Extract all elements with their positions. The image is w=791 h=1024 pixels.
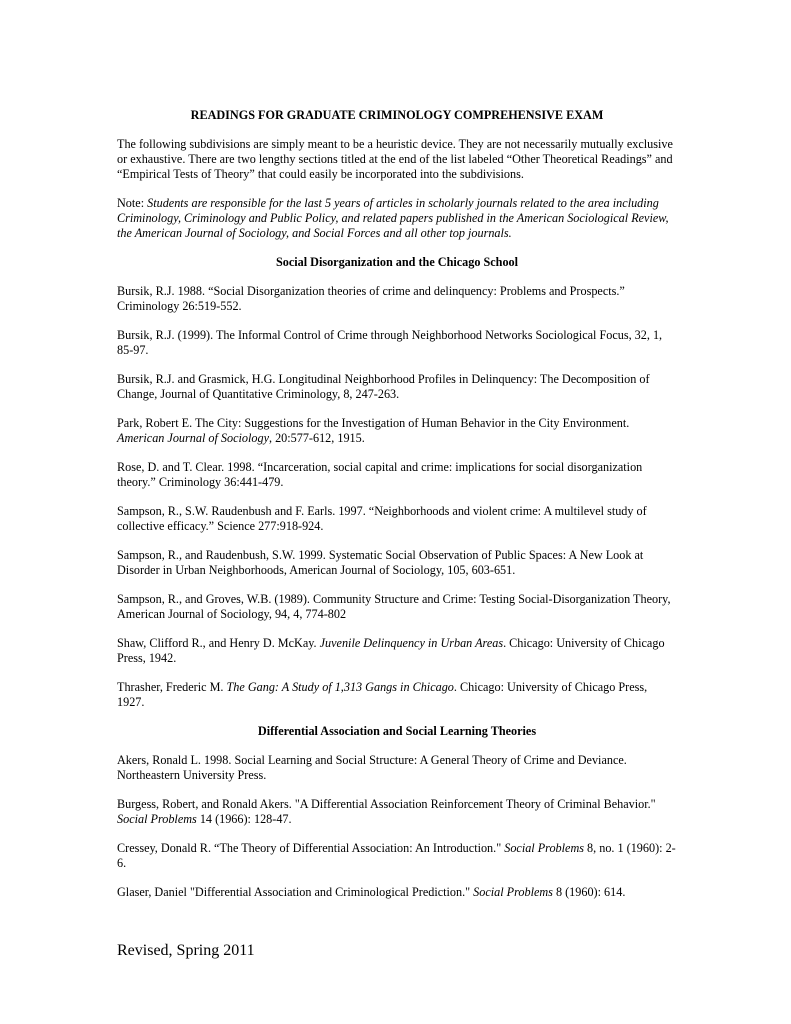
reference-text-tail: . Chicago: University of Chicago Press, 1927.: [117, 680, 648, 709]
note-label: Note:: [117, 196, 148, 210]
reference-text-tail: . Chicago: University of Chicago Press, 1942.: [117, 636, 665, 665]
reference-text: Bursik, R.J. 1988. “Social Disorganization theories of crime and delinquency: Problems and Prospects.” Criminology 26:519-552.: [117, 284, 625, 313]
reference-text-tail: 8 (1960): 614.: [552, 885, 626, 899]
reference-book-title: The Gang: A Study of 1,313 Gangs in Chicago: [226, 680, 454, 694]
section-heading-social-disorganization: Social Disorganization and the Chicago School: [275, 255, 519, 269]
reference-entry: [117, 636, 677, 666]
reference-text: Thrasher, Frederic M.: [117, 680, 227, 694]
reference-entry: [117, 328, 677, 358]
reference-entry: [117, 592, 677, 622]
note-paragraph: [117, 196, 677, 241]
reference-entry: [117, 797, 677, 827]
reference-text-tail: 14 (1966): 128-47.: [196, 812, 292, 826]
reference-text: Park, Robert E. The City: Suggestions for the Investigation of Human Behavior in the City Environment.: [117, 416, 630, 430]
reference-text: Akers, Ronald L. 1998. Social Learning and Social Structure: A General Theory of Crime and Deviance. Northeastern University Press.: [117, 753, 627, 782]
reference-text: Rose, D. and T. Clear. 1998. “Incarceration, social capital and crime: implications for social disorganization theory.” Criminology 36:441-479.: [117, 460, 643, 489]
reference-text: Shaw, Clifford R., and Henry D. McKay.: [117, 636, 320, 650]
note-body: Students are responsible for the last 5 years of articles in scholarly journals related to the area including Criminology, Criminology and Public Policy, and related papers published in the American Sociological Review, the American Journal of Sociology, and Social Forces and all other top journals.: [117, 196, 669, 240]
reference-entry: [117, 680, 677, 710]
reference-journal: Social Problems: [117, 812, 197, 826]
reference-entry: [117, 841, 677, 871]
revision-footer: Revised, Spring 2011: [117, 942, 255, 959]
reference-entry: [117, 753, 677, 783]
reference-entry: [117, 284, 677, 314]
reference-text-tail: 8, no. 1 (1960): 2-6.: [117, 841, 676, 870]
document-body: [117, 108, 677, 914]
reference-text: Glaser, Daniel "Differential Association and Criminological Prediction.": [117, 885, 474, 899]
reference-text: Sampson, R., and Groves, W.B. (1989). Community Structure and Crime: Testing Social-Disorganization Theory, American Journal of Sociology, 94, 4, 774-802: [117, 592, 671, 621]
reference-journal: Social Problems: [473, 885, 553, 899]
document-title: READINGS FOR GRADUATE CRIMINOLOGY COMPREHENSIVE EXAM: [190, 108, 604, 122]
reference-book-title: Juvenile Delinquency in Urban Areas: [319, 636, 504, 650]
reference-entry: [117, 885, 677, 900]
reference-entry: [117, 372, 677, 402]
reference-text-tail: , 20:577-612, 1915.: [268, 431, 365, 445]
reference-journal: Social Problems: [504, 841, 584, 855]
intro-paragraph: The following subdivisions are simply meant to be a heuristic device. They are not necessarily mutually exclusive or exhaustive. There are two lengthy sections titled at the end of the list labeled “Other Theoretical Readings” and “Empirical Tests of Theory” that could easily be incorporated into the subdivisions.: [117, 137, 673, 181]
reference-journal: American Journal of Sociology: [117, 431, 269, 445]
reference-text: Sampson, R., S.W. Raudenbush and F. Earls. 1997. “Neighborhoods and violent crime: A multilevel study of collective efficacy.” Science 277:918-924.: [117, 504, 647, 533]
reference-text: Burgess, Robert, and Ronald Akers. "A Differential Association Reinforcement Theory of Criminal Behavior.": [117, 797, 656, 811]
section-heading-differential-association: Differential Association and Social Learning Theories: [257, 724, 537, 738]
reference-text: Cressey, Donald R. “The Theory of Differential Association: An Introduction.": [117, 841, 505, 855]
reference-text: Bursik, R.J. (1999). The Informal Control of Crime through Neighborhood Networks Sociological Focus, 32, 1, 85-97.: [117, 328, 663, 357]
reference-text: Bursik, R.J. and Grasmick, H.G. Longitudinal Neighborhood Profiles in Delinquency: The Decomposition of Change, Journal of Quantitative Criminology, 8, 247-263.: [117, 372, 650, 401]
reference-text: Sampson, R., and Raudenbush, S.W. 1999. Systematic Social Observation of Public Spaces: A New Look at Disorder in Urban Neighborhoods, American Journal of Sociology, 105, 603-651.: [117, 548, 644, 577]
reference-entry: [117, 548, 677, 578]
reference-entry: [117, 460, 677, 490]
reference-entry: [117, 416, 677, 446]
reference-entry: [117, 504, 677, 534]
